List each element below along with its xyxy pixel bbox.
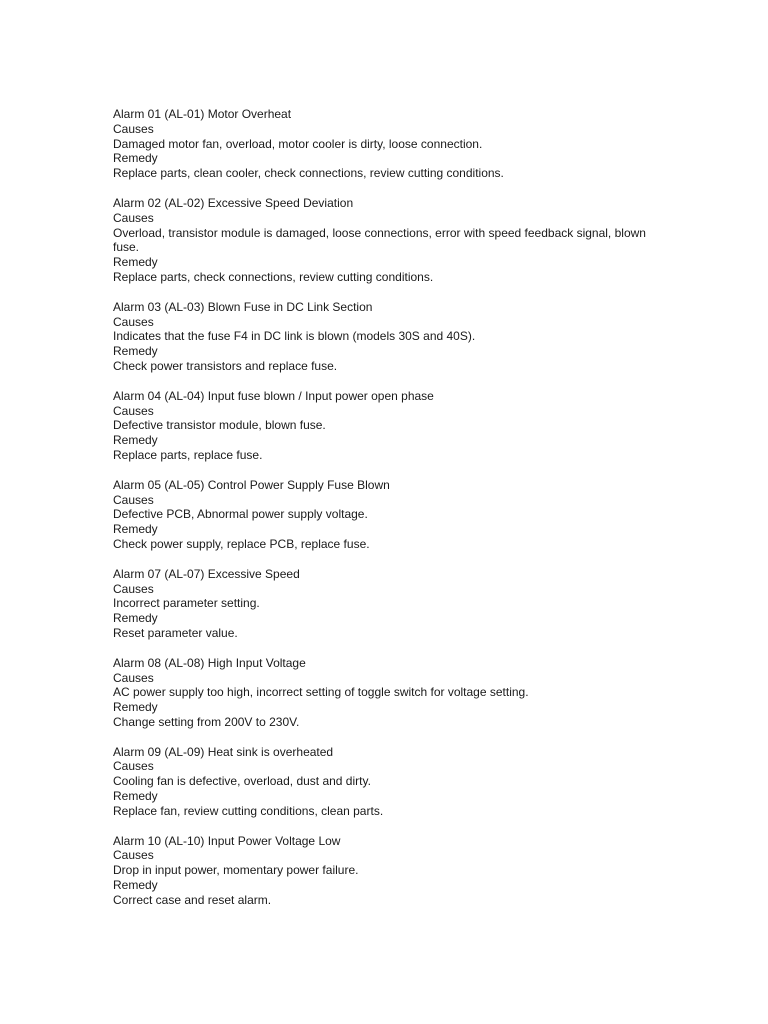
causes-heading: Causes — [113, 403, 154, 418]
causes-heading: Causes — [113, 492, 154, 507]
alarm-title: Alarm 05 (AL-05) Control Power Supply Fuse Blown — [113, 477, 390, 492]
alarm-entry-03 — [113, 300, 653, 374]
remedy-text: Replace parts, replace fuse. — [113, 447, 263, 462]
causes-heading: Causes — [113, 848, 154, 863]
causes-text: Drop in input power, momentary power failure. — [113, 863, 359, 878]
alarm-title: Alarm 02 (AL-02) Excessive Speed Deviation — [113, 195, 354, 210]
causes-heading: Causes — [113, 759, 154, 774]
causes-heading: Causes — [113, 581, 154, 596]
alarm-title: Alarm 07 (AL-07) Excessive Speed — [113, 566, 300, 581]
alarm-title: Alarm 09 (AL-09) Heat sink is overheated — [113, 744, 334, 759]
causes-heading: Causes — [113, 314, 154, 329]
remedy-heading: Remedy — [113, 700, 158, 715]
remedy-text: Check power supply, replace PCB, replace fuse. — [113, 536, 370, 551]
causes-heading: Causes — [113, 670, 154, 685]
alarm-entry-04 — [113, 389, 653, 463]
alarm-entry-01 — [113, 107, 653, 181]
remedy-heading: Remedy — [113, 344, 158, 359]
remedy-heading: Remedy — [113, 151, 158, 166]
alarm-title: Alarm 08 (AL-08) High Input Voltage — [113, 655, 306, 670]
alarm-entry-05 — [113, 478, 653, 552]
remedy-heading: Remedy — [113, 789, 158, 804]
remedy-heading: Remedy — [113, 611, 158, 626]
alarm-entry-07 — [113, 567, 653, 641]
remedy-heading: Remedy — [113, 878, 158, 893]
remedy-text: Check power transistors and replace fuse. — [113, 358, 338, 373]
alarm-entry-02 — [113, 196, 653, 285]
remedy-heading: Remedy — [113, 522, 158, 537]
remedy-text: Replace fan, review cutting conditions, clean parts. — [113, 803, 384, 818]
alarm-entry-09 — [113, 745, 653, 819]
causes-text: Overload, transistor module is damaged, loose connections, error with speed feedback signal, blown fuse. — [113, 225, 646, 255]
alarm-entry-08 — [113, 656, 653, 730]
alarm-title: Alarm 04 (AL-04) Input fuse blown / Input power open phase — [113, 388, 434, 403]
remedy-heading: Remedy — [113, 433, 158, 448]
remedy-text: Change setting from 200V to 230V. — [113, 714, 300, 729]
remedy-heading: Remedy — [113, 255, 158, 270]
alarm-entry-10 — [113, 834, 653, 908]
causes-heading: Causes — [113, 210, 154, 225]
causes-text: Defective transistor module, blown fuse. — [113, 418, 326, 433]
remedy-text: Replace parts, clean cooler, check connections, review cutting conditions. — [113, 166, 504, 181]
causes-text: Damaged motor fan, overload, motor cooler is dirty, loose connection. — [113, 136, 483, 151]
causes-text: Incorrect parameter setting. — [113, 596, 260, 611]
alarm-title: Alarm 03 (AL-03) Blown Fuse in DC Link Section — [113, 299, 373, 314]
causes-text: Cooling fan is defective, overload, dust and dirty. — [113, 774, 371, 789]
causes-text: Defective PCB, Abnormal power supply voltage. — [113, 507, 368, 522]
causes-text: Indicates that the fuse F4 in DC link is blown (models 30S and 40S). — [113, 329, 476, 344]
causes-text: AC power supply too high, incorrect setting of toggle switch for voltage setting. — [113, 685, 529, 700]
remedy-text: Correct case and reset alarm. — [113, 892, 272, 907]
remedy-text: Reset parameter value. — [113, 625, 238, 640]
causes-heading: Causes — [113, 121, 154, 136]
alarm-title: Alarm 01 (AL-01) Motor Overheat — [113, 107, 292, 121]
document-page — [113, 107, 653, 923]
alarm-title: Alarm 10 (AL-10) Input Power Voltage Low — [113, 833, 341, 848]
remedy-text: Replace parts, check connections, review cutting conditions. — [113, 269, 434, 284]
